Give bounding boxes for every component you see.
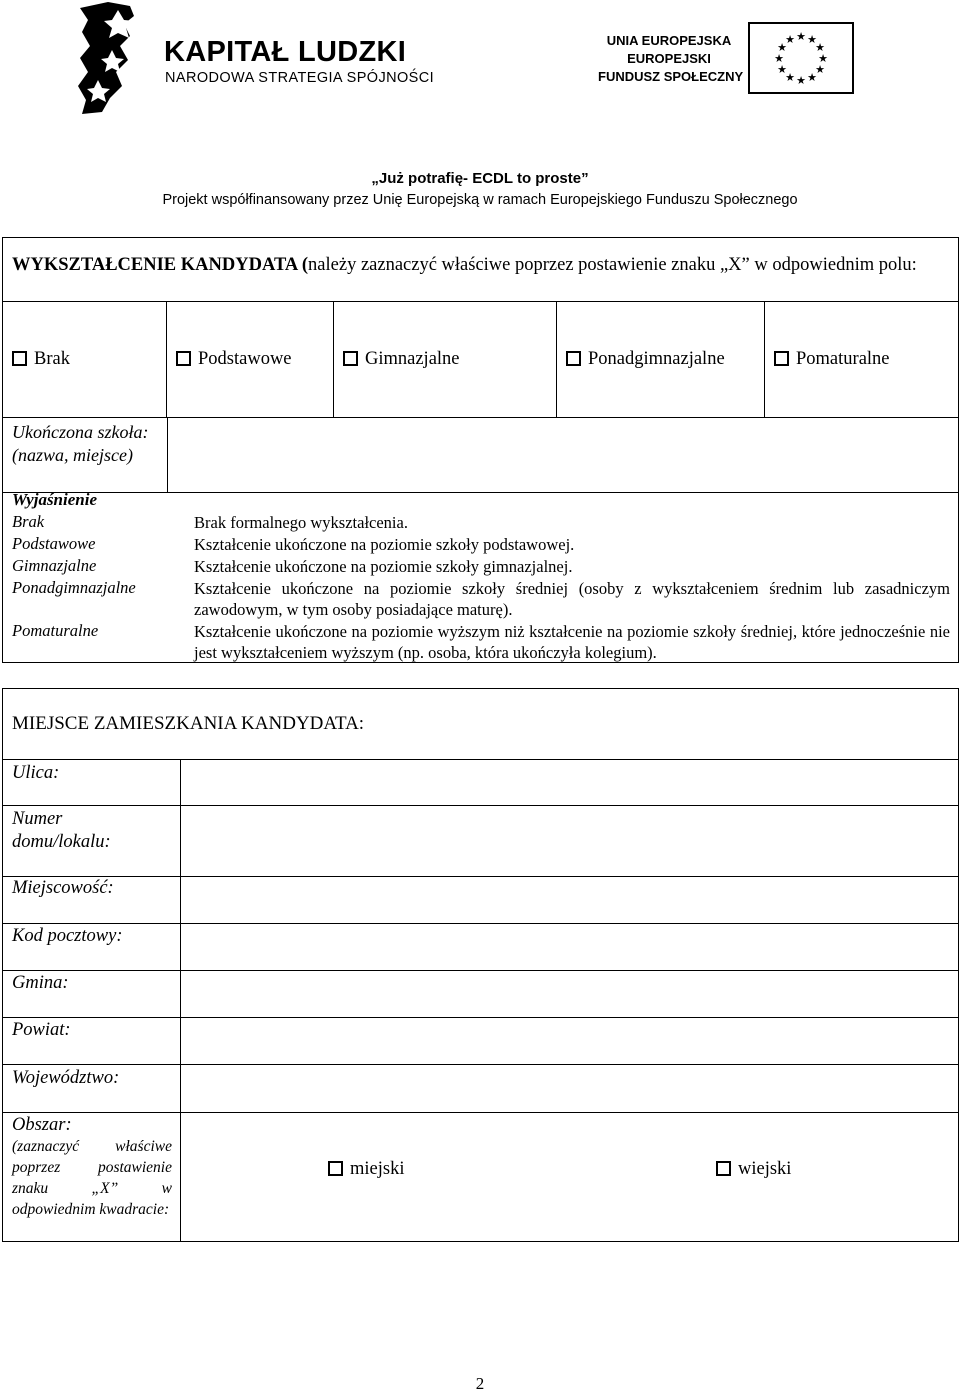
street-input[interactable] xyxy=(182,760,957,805)
commune-label: Gmina: xyxy=(12,973,69,993)
explanation-term: Gimnazjalne xyxy=(12,556,97,575)
commune-input[interactable] xyxy=(182,971,957,1017)
explanation-desc: Kształcenie ukończone na poziomie szkoły podstawowej. xyxy=(194,535,575,554)
checkbox-icon[interactable] xyxy=(328,1161,343,1176)
house-number-input[interactable] xyxy=(182,806,957,876)
explanation-desc: Kształcenie ukończone na poziomie wyższym niż kształcenie na poziomie szkoły średniej, które jednocześnie nie jest wykształceniem wyższym (np. osoba, która ukończyła kolegium). xyxy=(194,622,950,662)
voivodeship-label: Województwo: xyxy=(12,1068,120,1088)
svg-text:★: ★ xyxy=(807,71,817,84)
checkbox-icon[interactable] xyxy=(176,351,191,366)
education-options-row xyxy=(3,301,958,418)
education-heading-instruction: należy zaznaczyć właściwe poprzez postawienie znaku „X” w odpowiednim polu: xyxy=(308,255,917,275)
education-section xyxy=(2,237,959,663)
area-option-rural[interactable] xyxy=(716,1159,791,1180)
education-heading xyxy=(12,254,950,276)
svg-text:★: ★ xyxy=(777,41,787,54)
explanation-term: Podstawowe xyxy=(12,534,96,553)
checkbox-icon[interactable] xyxy=(716,1161,731,1176)
address-heading: MIEJSCE ZAMIESZKANIA KANDYDATA: xyxy=(12,713,365,734)
school-input[interactable] xyxy=(169,419,957,491)
education-heading-bold: WYKSZTAŁCENIE KANDYDATA ( xyxy=(12,255,309,275)
explanation-desc: Kształcenie ukończone na poziomie szkoły gimnazjalnej. xyxy=(194,557,573,576)
divider xyxy=(180,759,181,1241)
area-option-label: wiejski xyxy=(738,1159,792,1179)
svg-text:★: ★ xyxy=(818,52,828,65)
svg-text:★: ★ xyxy=(785,33,795,46)
page-number: 2 xyxy=(475,1374,485,1393)
svg-text:★: ★ xyxy=(785,71,795,84)
area-note: (zaznaczyć właściwe poprzez postawienie znaku „X” w odpowiednim kwadracie: xyxy=(12,1138,172,1218)
option-pomaturalne[interactable] xyxy=(765,302,957,417)
area-label: Obszar: xyxy=(12,1115,72,1135)
divider xyxy=(3,492,958,493)
svg-text:★: ★ xyxy=(815,41,825,54)
kapital-ludzki-logo xyxy=(72,2,435,114)
county-input[interactable] xyxy=(182,1018,957,1064)
divider xyxy=(167,418,168,492)
project-subtitle: Projekt współfinansowany przez Unię Europejską w ramach Europejskiego Funduszu Społecznego xyxy=(162,192,798,208)
svg-text:★: ★ xyxy=(774,52,784,65)
checkbox-icon[interactable] xyxy=(566,351,581,366)
eu-fund-text xyxy=(598,32,744,86)
postal-code-input[interactable] xyxy=(182,924,957,970)
svg-text:★: ★ xyxy=(815,63,825,76)
voivodeship-input[interactable] xyxy=(182,1065,957,1112)
street-label: Ulica: xyxy=(12,763,60,783)
checkbox-icon[interactable] xyxy=(774,351,789,366)
option-label: Brak xyxy=(34,349,70,369)
project-title: „Już potrafię- ECDL to proste” xyxy=(371,170,589,187)
option-label: Ponadgimnazjalne xyxy=(588,349,725,369)
address-section xyxy=(2,688,959,1242)
town-label: Miejscowość: xyxy=(12,878,114,898)
county-label: Powiat: xyxy=(12,1020,71,1040)
school-label: Ukończona szkoła: (nazwa, miejsce) xyxy=(12,422,149,465)
area-option-label: miejski xyxy=(350,1159,405,1179)
area-option-urban[interactable] xyxy=(328,1159,404,1180)
svg-text:★: ★ xyxy=(807,33,817,46)
option-brak[interactable] xyxy=(3,302,166,417)
option-label: Pomaturalne xyxy=(796,349,890,369)
svg-text:★: ★ xyxy=(796,30,806,43)
svg-text:★: ★ xyxy=(777,63,787,76)
divider xyxy=(3,1112,958,1113)
eu-line-1: UNIA EUROPEJSKA xyxy=(606,33,732,48)
kapital-ludzki-emblem-icon xyxy=(72,2,162,114)
eu-flag-icon xyxy=(748,22,854,94)
house-number-label: Numer domu/lokalu: xyxy=(12,809,111,852)
eu-line-2: EUROPEJSKI xyxy=(627,51,711,66)
option-label: Podstawowe xyxy=(198,349,292,369)
postal-code-label: Kod pocztowy: xyxy=(12,926,123,946)
eu-line-3: FUNDUSZ SPOŁECZNY xyxy=(598,69,744,84)
kapital-ludzki-title: KAPITAŁ LUDZKI xyxy=(164,36,407,68)
explanation-term: Brak xyxy=(12,512,45,531)
option-label: Gimnazjalne xyxy=(365,349,460,369)
explanation-desc: Kształcenie ukończone na poziomie szkoły średniej (osoby z wykształceniem średnim lub zasadniczym zawodowym, w tym osoby posiadające maturę). xyxy=(194,579,950,619)
option-podstawowe[interactable] xyxy=(167,302,333,417)
explanation-term: Pomaturalne xyxy=(12,621,99,640)
explanation-title: Wyjaśnienie xyxy=(12,490,98,509)
option-ponadgimnazjalne[interactable] xyxy=(557,302,764,417)
checkbox-icon[interactable] xyxy=(343,351,358,366)
checkbox-icon[interactable] xyxy=(12,351,27,366)
kapital-ludzki-subtitle: NARODOWA STRATEGIA SPÓJNOŚCI xyxy=(165,70,435,86)
town-input[interactable] xyxy=(182,877,957,923)
explanation-desc: Brak formalnego wykształcenia. xyxy=(194,513,408,532)
option-gimnazjalne[interactable] xyxy=(334,302,556,417)
explanation-term: Ponadgimnazjalne xyxy=(12,578,136,597)
svg-text:★: ★ xyxy=(796,74,806,87)
